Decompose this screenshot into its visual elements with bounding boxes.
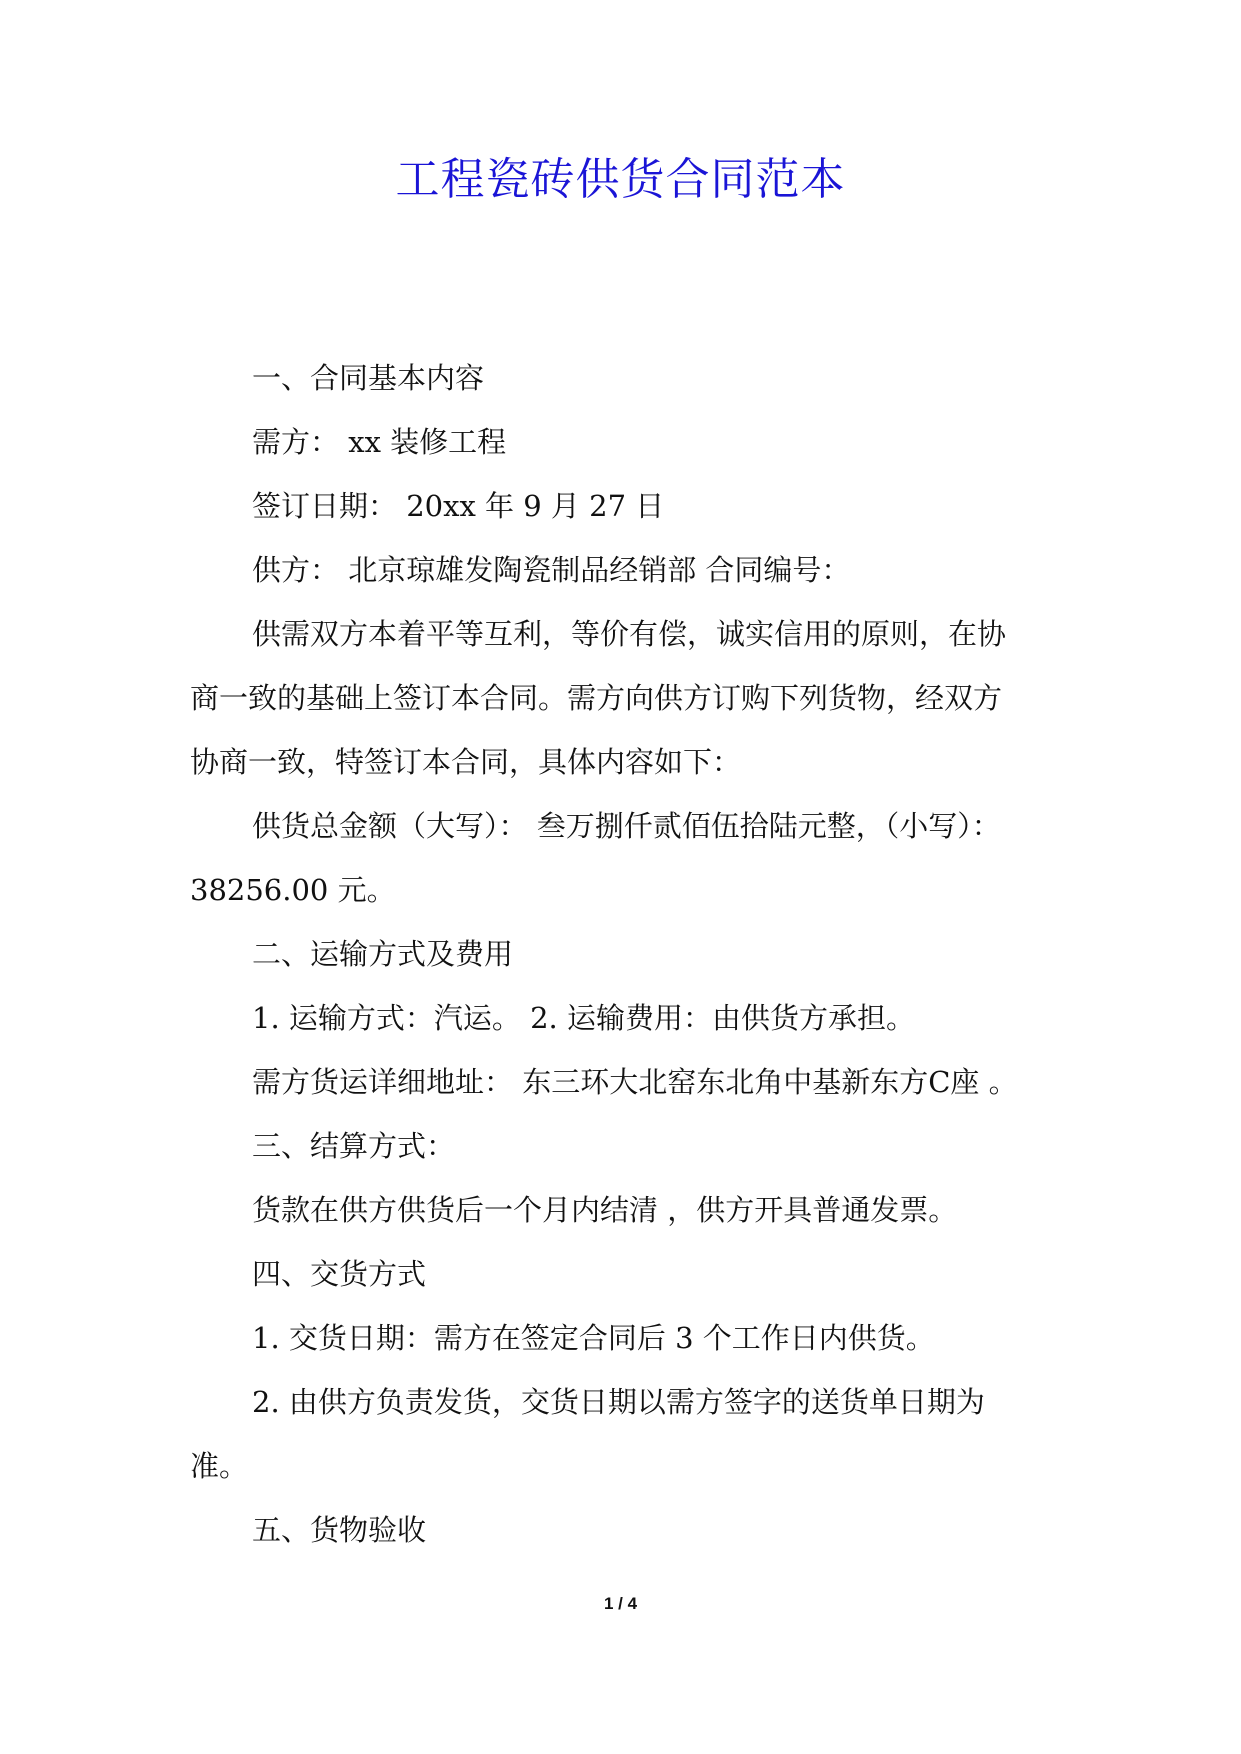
section-heading-1: 一、合同基本内容 [252, 361, 485, 395]
section-heading-2: 二、运输方式及费用 [252, 937, 514, 971]
section-heading-3: 三、结算方式： [252, 1129, 456, 1163]
paragraph-sign-date: 签订日期： 20xx 年 9 月 27 日 [252, 489, 665, 523]
paragraph-principle-line-2: 商一致的基础上签订本合同。需方向供方订购下列货物，经双方 [190, 681, 1003, 715]
paragraph-settlement: 货款在供方供货后一个月内结清 ，供方开具普通发票。 [252, 1193, 958, 1227]
paragraph-total-amount-line-2: 38256.00 元。 [190, 873, 396, 907]
document-title: 工程瓷砖供货合同范本 [395, 154, 846, 205]
section-heading-5: 五、货物验收 [252, 1513, 427, 1547]
paragraph-delivery-responsibility-line-2: 准。 [190, 1449, 249, 1483]
paragraph-delivery-responsibility-line-1: 2. 由供方负责发货，交货日期以需方签字的送货单日期为 [252, 1385, 985, 1419]
paragraph-buyer: 需方： xx 装修工程 [252, 425, 507, 459]
paragraph-principle-line-3: 协商一致，特签订本合同，具体内容如下： [190, 745, 742, 779]
paragraph-total-amount-line-1: 供货总金额（大写）： 叁万捌仟贰佰伍拾陆元整，（小写）： [252, 809, 1001, 843]
paragraph-delivery-address: 需方货运详细地址： 东三环大北窑东北角中基新东方C座 。 [252, 1065, 1018, 1099]
paragraph-transport: 1. 运输方式：汽运。 2. 运输费用：由供货方承担。 [252, 1001, 915, 1035]
section-heading-4: 四、交货方式 [252, 1257, 427, 1291]
paragraph-delivery-date: 1. 交货日期：需方在签定合同后 3 个工作日内供货。 [252, 1321, 935, 1355]
page-number: 1 / 4 [603, 1594, 638, 1613]
paragraph-principle-line-1: 供需双方本着平等互利，等价有偿，诚实信用的原则，在协 [252, 617, 1007, 651]
paragraph-supplier: 供方： 北京琼雄发陶瓷制品经销部 合同编号： [252, 553, 851, 587]
